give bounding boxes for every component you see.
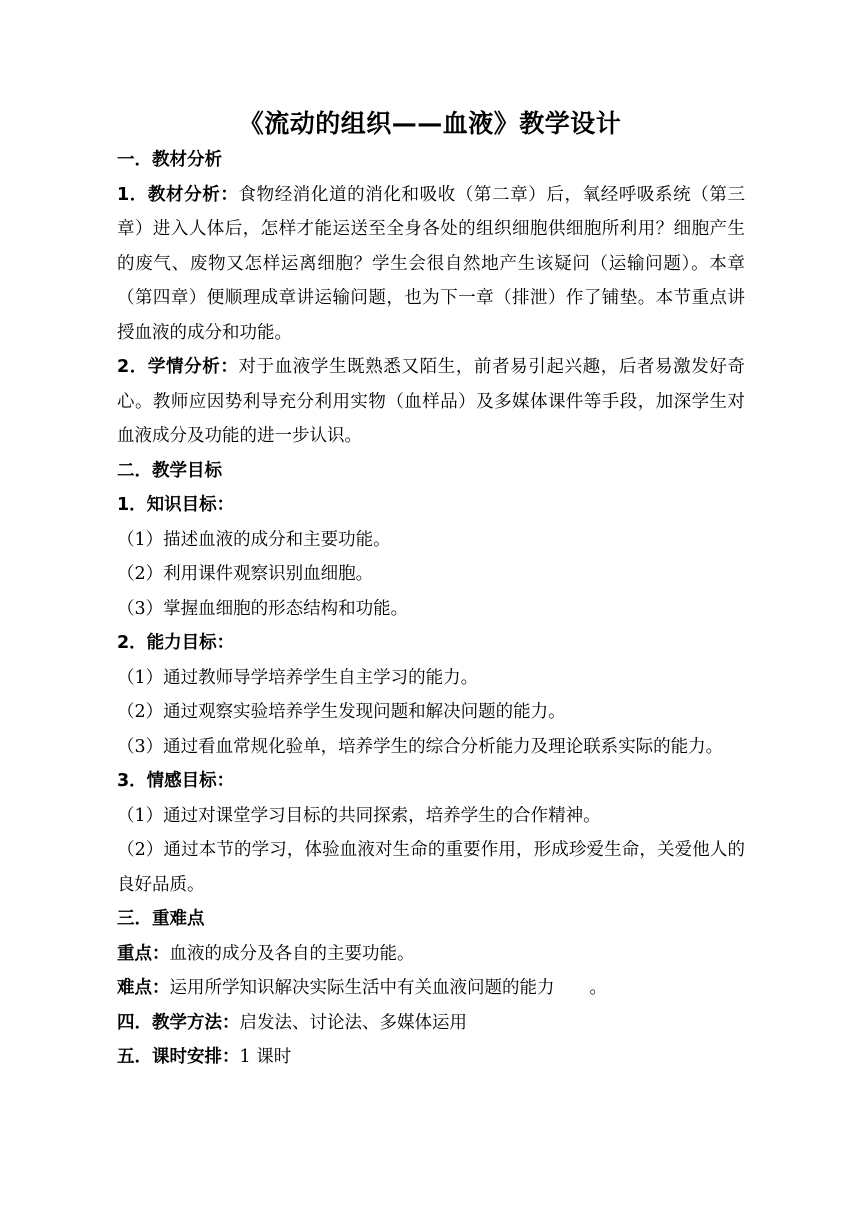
list-item: （1）通过对课堂学习目标的共同探索，培养学生的合作精神。 xyxy=(117,805,601,826)
text-key-point: 血液的成分及各自的主要功能。 xyxy=(169,943,415,964)
list-item: （1）通过教师导学培养学生自主学习的能力。 xyxy=(117,667,479,688)
paragraph-textbook-analysis xyxy=(117,178,745,351)
document-body xyxy=(117,143,745,1075)
paragraph-difficulty xyxy=(117,971,745,1006)
label-knowledge-goals: 1．知识目标： xyxy=(117,495,235,515)
section-heading-3: 三．重难点 xyxy=(117,909,205,929)
paragraph-student-analysis xyxy=(117,350,745,454)
list-item: （1）描述血液的成分和主要功能。 xyxy=(117,529,391,550)
label-difficulty: 难点： xyxy=(117,978,170,998)
label-ability-goals: 2．能力目标： xyxy=(117,633,235,653)
label-emotion-goals: 3．情感目标： xyxy=(117,771,235,791)
paragraph-key-point xyxy=(117,937,745,972)
text-teaching-methods: 启发法、讨论法、多媒体运用 xyxy=(239,1012,467,1033)
list-item: （2）通过观察实验培养学生发现问题和解决问题的能力。 xyxy=(117,702,566,722)
label-class-hours: 五．课时安排： xyxy=(117,1047,240,1067)
list-item: （3）掌握血细胞的形态结构和功能。 xyxy=(117,598,409,619)
label-teaching-methods: 四．教学方法： xyxy=(117,1012,240,1033)
document-title: 《流动的组织——血液》教学设计 xyxy=(238,109,622,138)
label-key-point: 重点： xyxy=(117,943,170,964)
section-heading-2: 二．教学目标 xyxy=(117,460,222,481)
paragraph-teaching-methods xyxy=(117,1006,745,1041)
text-student-analysis: 对于血液学生既熟悉又陌生，前者易引起兴趣，后者易激发好奇心。教师应因势利导充分利用实物（血样品）及多媒体课件等手段，加深学生对血液成分及功能的进一步认识。 xyxy=(117,357,745,446)
list-item: （2）利用课件观察识别血细胞。 xyxy=(117,564,374,584)
section-heading-1: 一．教材分析 xyxy=(117,150,222,170)
list-item: （2）通过本节的学习，体验血液对生命的重要作用，形成珍爱生命，关爱他人的良好品质。 xyxy=(117,840,745,895)
label-student-analysis: 2．学情分析： xyxy=(117,357,239,377)
text-class-hours: 1 课时 xyxy=(239,1047,292,1067)
text-textbook-analysis: 食物经消化道的消化和吸收（第二章）后，氧经呼吸系统（第三章）进入人体后，怎样才能运送至全身各处的组织细胞供细胞所利用？细胞产生的废气、废物又怎样运离细胞？学生会很自然地产生该疑问（运输问题）。本章（第四章）便顺理成章讲运输问题，也为下一章（排泄）作了铺垫。本节重点讲授血液的成分和功能。 xyxy=(117,184,745,343)
text-difficulty: 运用所学知识解决实际生活中有关血液问题的能力 。 xyxy=(169,978,607,998)
list-item: （3）通过看血常规化验单，培养学生的综合分析能力及理论联系实际的能力。 xyxy=(117,736,724,757)
label-textbook-analysis: 1．教材分析： xyxy=(117,184,239,205)
paragraph-class-hours xyxy=(117,1040,745,1075)
